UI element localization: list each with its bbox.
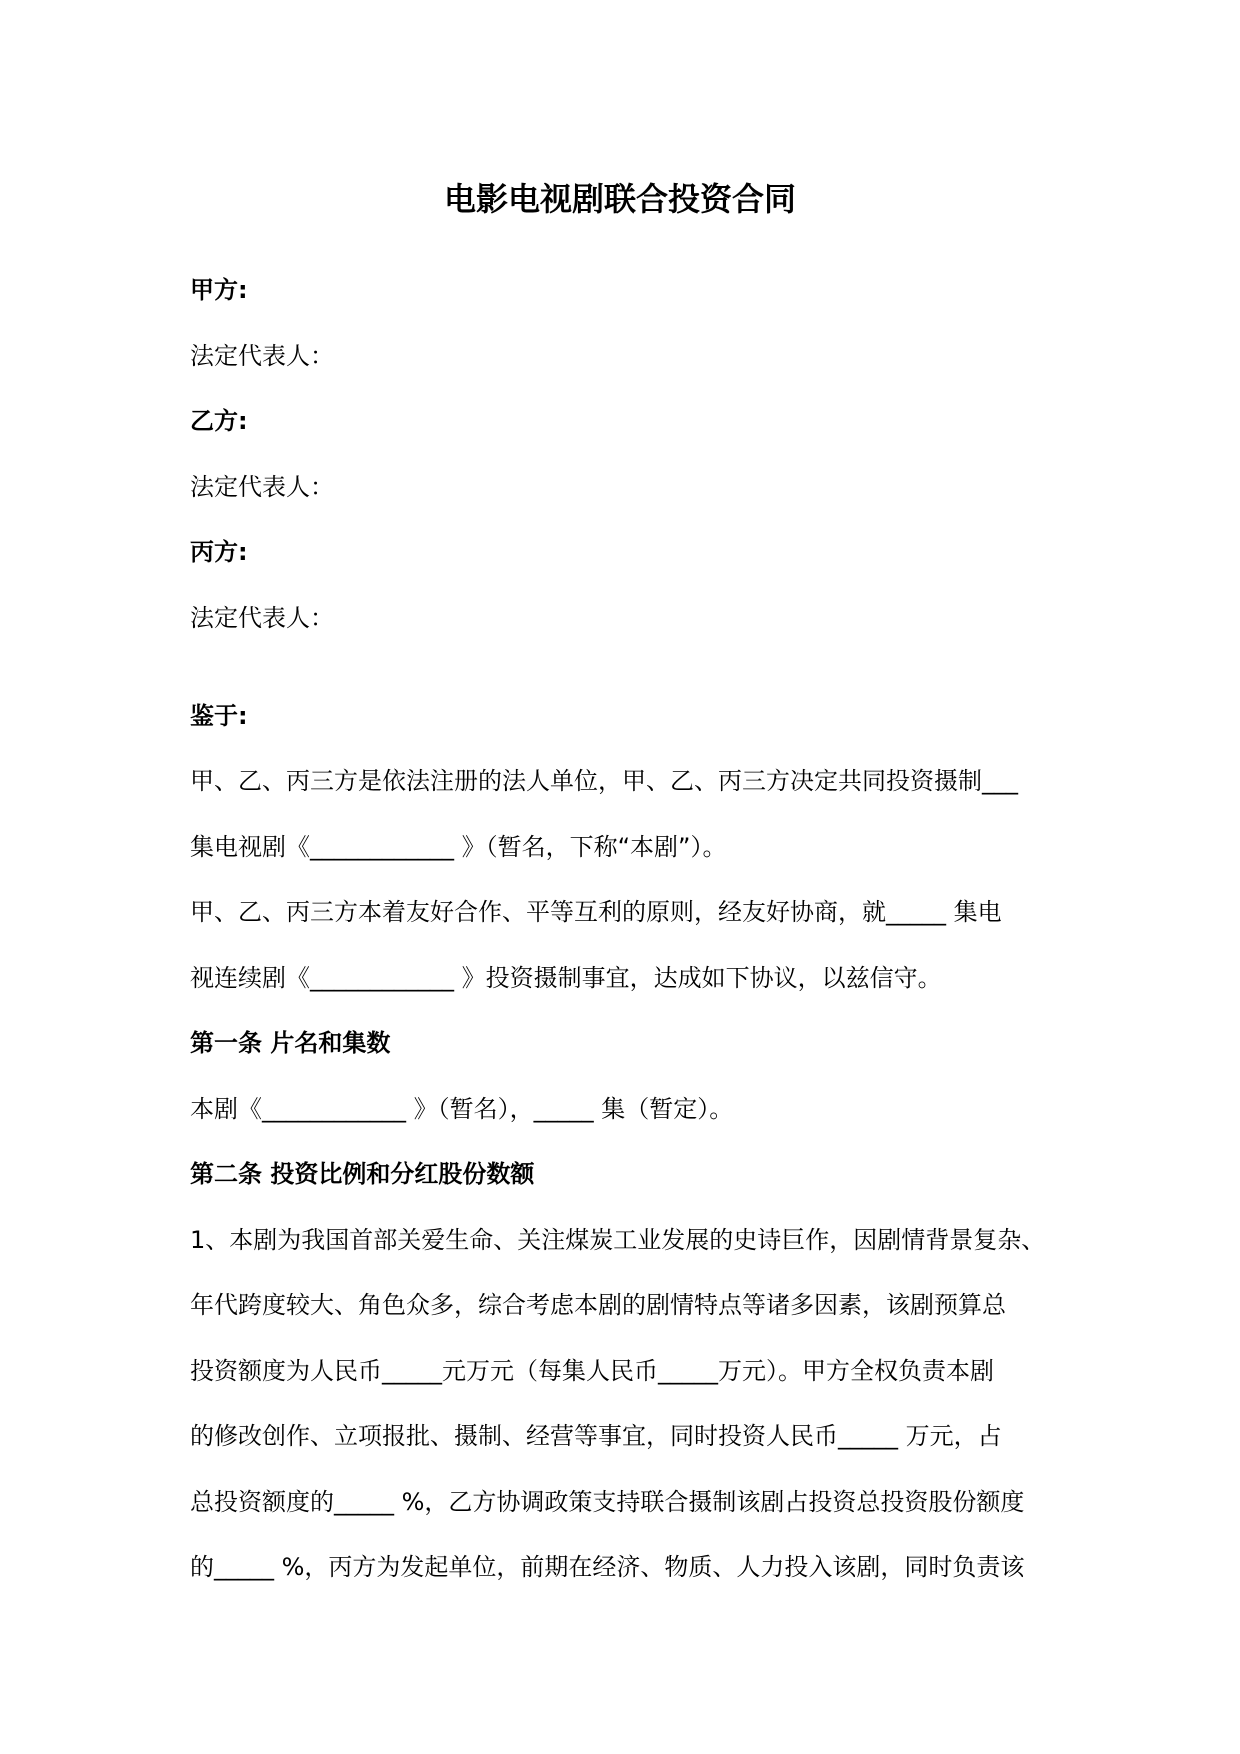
party-c-representative: 法定代表人： xyxy=(190,604,334,632)
article-2-line: 总投资额度的_____ %，乙方协调政策支持联合摄制该剧占投资总投资股份额度 xyxy=(190,1488,1025,1516)
article-1-heading: 第一条 片名和集数 xyxy=(190,1029,391,1057)
whereas-heading: 鉴于: xyxy=(190,702,248,730)
article-2-line: 年代跨度较大、角色众多，综合考虑本剧的剧情特点等诸多因素，该剧预算总 xyxy=(190,1291,1006,1319)
party-c-label: 丙方: xyxy=(190,538,248,566)
whereas-line: 甲、乙、丙三方本着友好合作、平等互利的原则，经友好协商，就_____ 集电 xyxy=(190,898,1002,926)
whereas-line: 集电视剧《____________ 》（暂名，下称“本剧”）。 xyxy=(190,833,727,861)
party-b-representative: 法定代表人： xyxy=(190,473,334,501)
article-2-line: 的_____ %，丙方为发起单位，前期在经济、物质、人力投入该剧，同时负责该 xyxy=(190,1553,1025,1581)
article-1-line: 本剧《____________ 》（暂名），_____ 集（暂定）。 xyxy=(190,1095,734,1123)
whereas-line: 视连续剧《____________ 》投资摄制事宜，达成如下协议，以兹信守。 xyxy=(190,964,942,992)
document-title: 电影电视剧联合投资合同 xyxy=(443,180,796,218)
article-2-heading: 第二条 投资比例和分红股份数额 xyxy=(190,1160,535,1188)
party-a-representative: 法定代表人： xyxy=(190,342,334,370)
whereas-line: 甲、乙、丙三方是依法注册的法人单位，甲、乙、丙三方决定共同投资摄制___ xyxy=(190,767,1018,795)
party-b-label: 乙方: xyxy=(190,407,248,435)
article-2-line: 1、本剧为我国首部关爱生命、关注煤炭工业发展的史诗巨作，因剧情背景复杂、 xyxy=(190,1226,1046,1254)
article-2-line: 的修改创作、立项报批、摄制、经营等事宜，同时投资人民币_____ 万元，占 xyxy=(190,1422,1002,1450)
party-a-label: 甲方: xyxy=(190,276,248,304)
article-2-line: 投资额度为人民币_____元万元（每集人民币_____万元）。甲方全权负责本剧 xyxy=(190,1357,994,1385)
